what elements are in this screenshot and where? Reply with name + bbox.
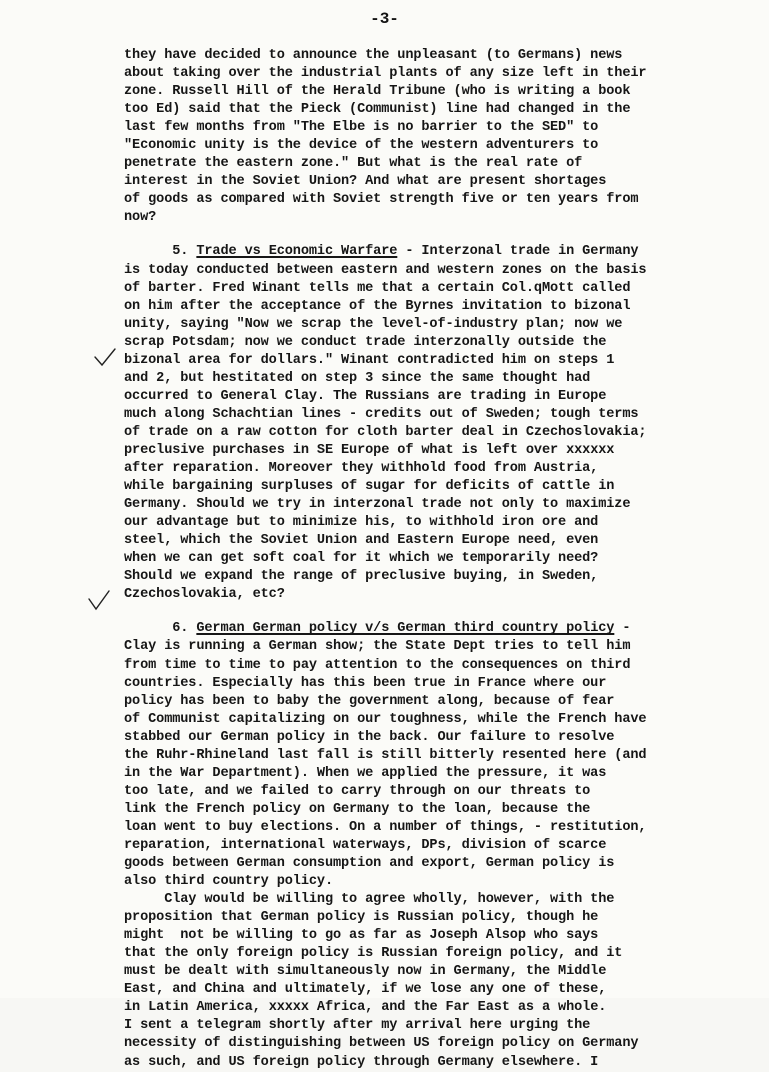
section-6-heading: German German policy v/s German third country policy: [196, 621, 615, 637]
section-5-heading-rest: - Interzonal trade in Germany: [397, 244, 639, 260]
check-mark-section5: [92, 345, 118, 371]
text-line: East, and China and ultimately, if we lose any one of these,: [124, 982, 607, 998]
text-line: about taking over the industrial plants of any size left in their: [124, 66, 647, 82]
text-line: last few months from "The Elbe is no barrier to the SED" to: [124, 120, 599, 136]
section-6-number: 6.: [172, 621, 189, 637]
text-line: stabbed our German policy in the back. Our failure to resolve: [124, 729, 615, 745]
text-line: [124, 999, 764, 1017]
text-line: goods between German consumption and export, German policy is: [124, 856, 615, 872]
text-line: countries. Especially has this been true in France where our: [124, 675, 607, 691]
text-line: bizonal area for dollars." Winant contradicted him on steps 1: [124, 352, 615, 368]
section-5-heading: Trade vs Economic Warfare: [196, 244, 398, 260]
text-line: when we can get soft coal for it which we temporarily need?: [124, 551, 599, 567]
text-line: on him after the acceptance of the Byrnes invitation to bizonal: [124, 298, 631, 314]
text-line: occurred to General Clay. The Russians are trading in Europe: [124, 388, 607, 404]
text-line: Clay would be willing to agree wholly, however, with the: [124, 892, 615, 908]
text-line: penetrate the eastern zone." But what is the real rate of: [124, 156, 583, 172]
body-text: [124, 47, 764, 1072]
text-line: zone. Russell Hill of the Herald Tribune (who is writing a book: [124, 84, 631, 100]
text-line: policy has been to baby the government along, because of fear: [124, 693, 615, 709]
text-line: much along Schachtian lines - credits out of Sweden; tough terms: [124, 406, 639, 422]
text-line: now?: [124, 210, 157, 226]
text-line: reparation, international waterways, DPs, division of scarce: [124, 837, 607, 853]
text-line: our advantage but to minimize his, to withhold iron ore and: [124, 515, 599, 531]
text-line: Germany. Should we try in interzonal trade not only to maximize: [124, 497, 631, 513]
text-line: too Ed) said that the Pieck (Communist) line had changed in the: [124, 102, 631, 118]
text-line: loan went to buy elections. On a number of things, - restitution,: [124, 819, 647, 835]
text-line: that the only foreign policy is Russian foreign policy, and it: [124, 946, 623, 962]
text-line: the Ruhr-Rhineland last fall is still bitterly resented here (and: [124, 747, 647, 763]
section-6-heading-line: [124, 620, 764, 638]
text-line: too late, and we failed to carry through on our threats to: [124, 783, 591, 799]
text-line: as such, and US foreign policy through Germany elsewhere. I: [124, 1054, 599, 1070]
section-5-number: 5.: [172, 244, 189, 260]
text-line: interest in the Soviet Union? And what are present shortages: [124, 174, 607, 190]
struck-out-word: xxxxxx: [566, 442, 615, 458]
text-segment: preclusive purchases in SE Europe of what is left over: [124, 442, 559, 458]
text-line: might not be willing to go as far as Joseph Alsop who says: [124, 928, 599, 944]
text-line: proposition that German policy is Russian policy, though he: [124, 910, 599, 926]
text-line: link the French policy on Germany to the loan, because the: [124, 801, 591, 817]
page-number: -3-: [370, 10, 399, 28]
text-line: and 2, but hestitated on step 3 since the same thought had: [124, 370, 591, 386]
text-line: is today conducted between eastern and western zones on the basis: [124, 262, 647, 278]
text-line: unity, saying "Now we scrap the level-of-industry plan; now we: [124, 316, 623, 332]
text-line: steel, which the Soviet Union and Eastern Europe need, even: [124, 533, 599, 549]
text-line: Czechoslovakia, etc?: [124, 587, 285, 603]
text-line: from time to time to pay attention to the consequences on third: [124, 657, 631, 673]
section-5-heading-line: [124, 243, 764, 261]
text-line: "Economic unity is the device of the western adventurers to: [124, 138, 599, 154]
check-mark-section6: [86, 588, 112, 614]
text-line: of Communist capitalizing on our toughness, while the French have: [124, 711, 647, 727]
text-line: after reparation. Moreover they withhold food from Austria,: [124, 461, 599, 477]
text-line: of trade on a raw cotton for cloth barter deal in Czechoslovakia;: [124, 424, 647, 440]
text-line: in the War Department). When we applied the pressure, it was: [124, 765, 607, 781]
text-line: of goods as compared with Soviet strength five or ten years from: [124, 192, 639, 208]
text-line: [124, 442, 764, 460]
text-line: necessity of distinguishing between US foreign policy on Germany: [124, 1036, 639, 1052]
text-line: while bargaining surpluses of sugar for deficits of cattle in: [124, 479, 615, 495]
section-6-heading-rest: -: [614, 621, 631, 637]
text-segment: in Latin America,: [124, 1000, 261, 1016]
text-line: of barter. Fred Winant tells me that a certain Col.qMott called: [124, 280, 631, 296]
text-line: Clay is running a German show; the State Dept tries to tell him: [124, 639, 631, 655]
text-line: scrap Potsdam; now we conduct trade interzonally outside the: [124, 334, 607, 350]
text-line: also third country policy.: [124, 874, 333, 890]
text-segment: Africa, and the Far East as a whole.: [308, 1000, 607, 1016]
text-line: I sent a telegram shortly after my arrival here urging the: [124, 1018, 591, 1034]
struck-out-word: xxxxx: [268, 1000, 309, 1016]
text-line: Should we expand the range of preclusive buying, in Sweden,: [124, 569, 599, 585]
text-line: they have decided to announce the unpleasant (to Germans) news: [124, 48, 623, 63]
text-line: must be dealt with simultaneously now in Germany, the Middle: [124, 964, 607, 980]
